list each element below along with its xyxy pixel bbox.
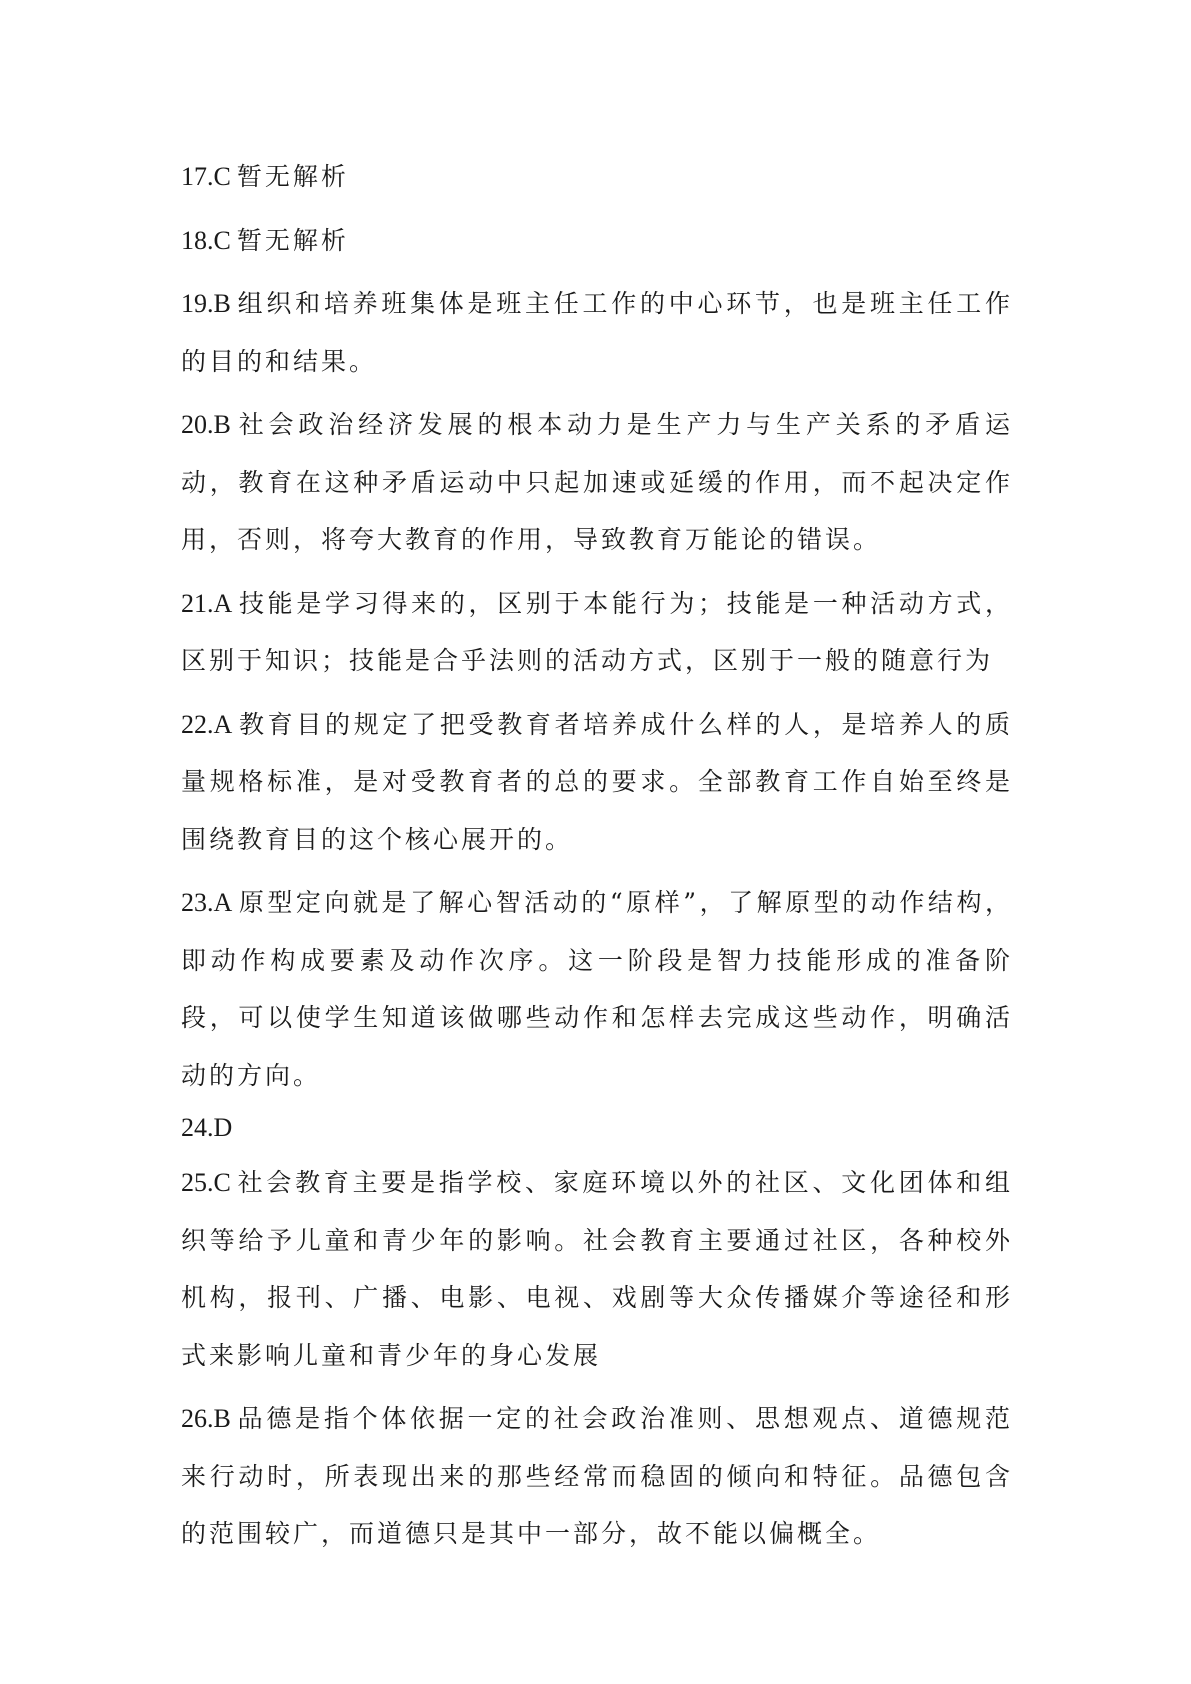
- answer-21: [181, 575, 1013, 690]
- answer-23: [181, 874, 1013, 1104]
- answer-explanation: 原型定向就是了解心智活动的“原样”，了解原型的动作结构，即动作构成要素及动作次序。这一阶段是智力技能形成的准备阶段，可以使学生知道该做哪些动作和怎样去完成这些动作，明确活动的方向。: [181, 888, 1013, 1090]
- answer-explanation: 品德是指个体依据一定的社会政治准则、思想观点、道德规范来行动时，所表现出来的那些经常而稳固的倾向和特征。品德包含的范围较广，而道德只是其中一部分，故不能以偏概全。: [181, 1404, 1013, 1548]
- answer-number: 24.D: [181, 1113, 233, 1142]
- answer-explanation: 教育目的规定了把受教育者培养成什么样的人，是培养人的质量规格标准，是对受教育者的总的要求。全部教育工作自始至终是围绕教育目的这个核心展开的。: [181, 709, 1013, 854]
- answer-22: [181, 696, 1013, 869]
- answer-number: 17.C: [181, 162, 231, 191]
- answer-17: [181, 148, 1013, 206]
- answer-number: 25.C: [181, 1168, 231, 1197]
- answer-number: 19.B: [181, 289, 231, 318]
- answer-26: [181, 1390, 1013, 1563]
- answer-number: 23.A: [181, 888, 233, 917]
- answer-explanation: 暂无解析: [236, 225, 349, 255]
- answer-19: [181, 275, 1013, 390]
- answer-explanation: 组织和培养班集体是班主任工作的中心环节，也是班主任工作的目的和结果。: [181, 289, 1013, 376]
- answer-list: [181, 148, 1013, 1569]
- answer-explanation: 暂无解析: [236, 162, 349, 191]
- answer-25: [181, 1154, 1013, 1384]
- answer-18: [181, 212, 1013, 270]
- answer-number: 22.A: [181, 709, 233, 739]
- answer-number: 26.B: [181, 1404, 231, 1433]
- answer-20: [181, 396, 1013, 569]
- answer-explanation: 社会政治经济发展的根本动力是生产力与生产关系的矛盾运动，教育在这种矛盾运动中只起加速或延缓的作用，而不起决定作用，否则，将夸大教育的作用，导致教育万能论的错误。: [181, 410, 1013, 554]
- answer-number: 20.B: [181, 410, 231, 439]
- answer-explanation: 社会教育主要是指学校、家庭环境以外的社区、文化团体和组织等给予儿童和青少年的影响。社会教育主要通过社区，各种校外机构，报刊、广播、电影、电视、戏剧等大众传播媒介等途径和形式来影响儿童和青少年的身心发展: [181, 1168, 1013, 1370]
- answer-number: 18.C: [181, 225, 231, 255]
- answer-24: [181, 1108, 1013, 1148]
- answer-number: 21.A: [181, 588, 233, 618]
- answer-explanation: 技能是学习得来的，区别于本能行为；技能是一种活动方式，区别于知识；技能是合乎法则的活动方式，区别于一般的随意行为: [181, 588, 1013, 675]
